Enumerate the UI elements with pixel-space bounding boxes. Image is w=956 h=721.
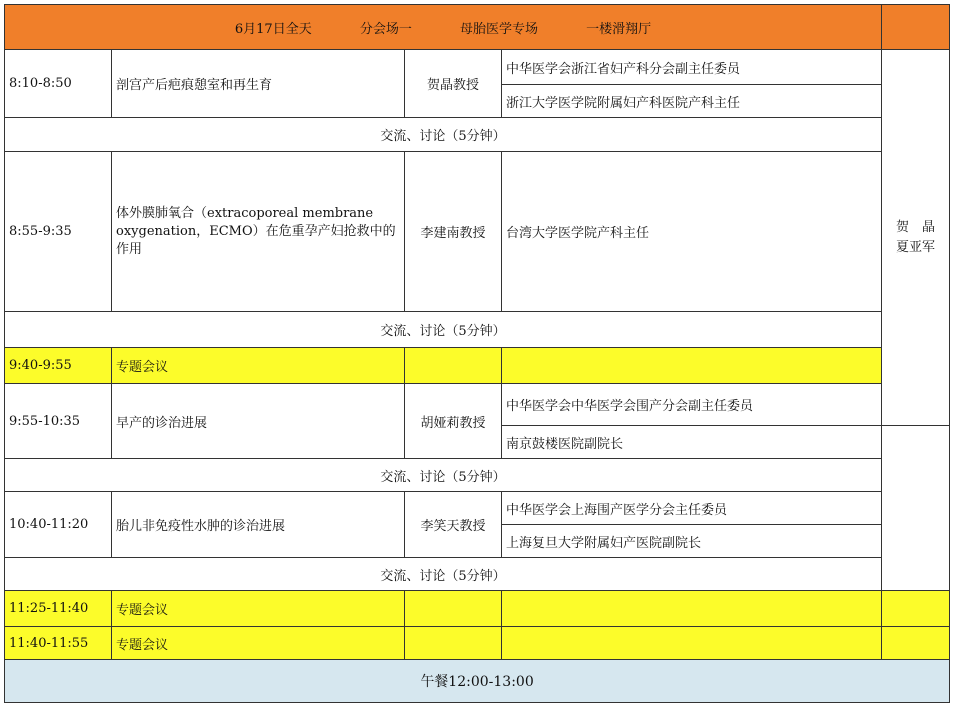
schedule-table — [4, 4, 950, 703]
header-title — [5, 5, 882, 50]
affiliation-cell: 中华医学会上海围产医学分会主任委员 — [502, 492, 882, 525]
topic-cell: 体外膜肺氧合（extracoporeal membrane oxygenation，ECMO）在危重孕产妇抢救中的作用 — [112, 152, 405, 312]
moderator-cell-1 — [882, 50, 950, 426]
affiliation-cell: 中华医学会中华医学会围产分会副主任委员 — [502, 384, 882, 426]
speaker-cell: 李笑天教授 — [405, 492, 502, 558]
topic-cell: 早产的诊治进展 — [112, 384, 405, 459]
time-cell: 10:40-11:20 — [5, 492, 112, 558]
speaker-cell — [405, 348, 502, 384]
time-cell: 11:25-11:40 — [5, 591, 112, 627]
table-row — [5, 384, 950, 426]
table-row — [5, 348, 950, 384]
time-cell: 9:40-9:55 — [5, 348, 112, 384]
header-session: 母胎医学专场 — [460, 21, 539, 37]
time-cell: 8:55-9:35 — [5, 152, 112, 312]
table-row — [5, 152, 950, 312]
time-cell: 8:10-8:50 — [5, 50, 112, 118]
discussion-cell: 交流、讨论（5分钟） — [5, 459, 882, 492]
moderator-name: 夏亚军 — [896, 239, 936, 255]
moderator-cell — [882, 627, 950, 660]
topic-cell: 专题会议 — [112, 627, 405, 660]
discussion-cell: 交流、讨论（5分钟） — [5, 312, 882, 348]
affiliation-cell: 中华医学会浙江省妇产科分会副主任委员 — [502, 50, 882, 85]
discussion-cell: 交流、讨论（5分钟） — [5, 118, 882, 152]
topic-cell: 胎儿非免疫性水肿的诊治进展 — [112, 492, 405, 558]
moderator-cell — [882, 591, 950, 627]
schedule-sheet — [4, 4, 949, 716]
affiliation-cell: 上海复旦大学附属妇产医院副院长 — [502, 525, 882, 558]
header-row — [5, 5, 950, 50]
affiliation-cell — [502, 348, 882, 384]
lunch-cell: 午餐12:00-13:00 — [5, 660, 950, 703]
speaker-cell — [405, 627, 502, 660]
topic-cell: 专题会议 — [112, 591, 405, 627]
time-cell: 11:40-11:55 — [5, 627, 112, 660]
header-moderator-cell — [882, 5, 950, 50]
moderator-name: 贺 晶 — [896, 219, 936, 235]
discussion-row — [5, 118, 950, 152]
speaker-cell — [405, 591, 502, 627]
speaker-cell: 胡娅莉教授 — [405, 384, 502, 459]
time-cell: 9:55-10:35 — [5, 384, 112, 459]
affiliation-cell — [502, 591, 882, 627]
discussion-row — [5, 558, 950, 591]
table-row — [5, 50, 950, 85]
topic-cell: 剖宫产后疤痕憩室和再生育 — [112, 50, 405, 118]
discussion-cell: 交流、讨论（5分钟） — [5, 558, 882, 591]
table-row — [5, 591, 950, 627]
affiliation-cell: 南京鼓楼医院副院长 — [502, 426, 882, 459]
table-row — [5, 492, 950, 525]
discussion-row — [5, 312, 950, 348]
header-date: 6月17日全天 — [234, 21, 312, 37]
header-hall: 一楼滑翔厅 — [586, 21, 652, 37]
topic-cell: 专题会议 — [112, 348, 405, 384]
speaker-cell: 贺晶教授 — [405, 50, 502, 118]
header-venue: 分会场一 — [359, 21, 412, 37]
table-row — [5, 627, 950, 660]
speaker-cell: 李建南教授 — [405, 152, 502, 312]
discussion-row — [5, 459, 950, 492]
lunch-row — [5, 660, 950, 703]
affiliation-cell — [502, 627, 882, 660]
affiliation-cell: 浙江大学医学院附属妇产科医院产科主任 — [502, 85, 882, 118]
affiliation-cell: 台湾大学医学院产科主任 — [502, 152, 882, 312]
